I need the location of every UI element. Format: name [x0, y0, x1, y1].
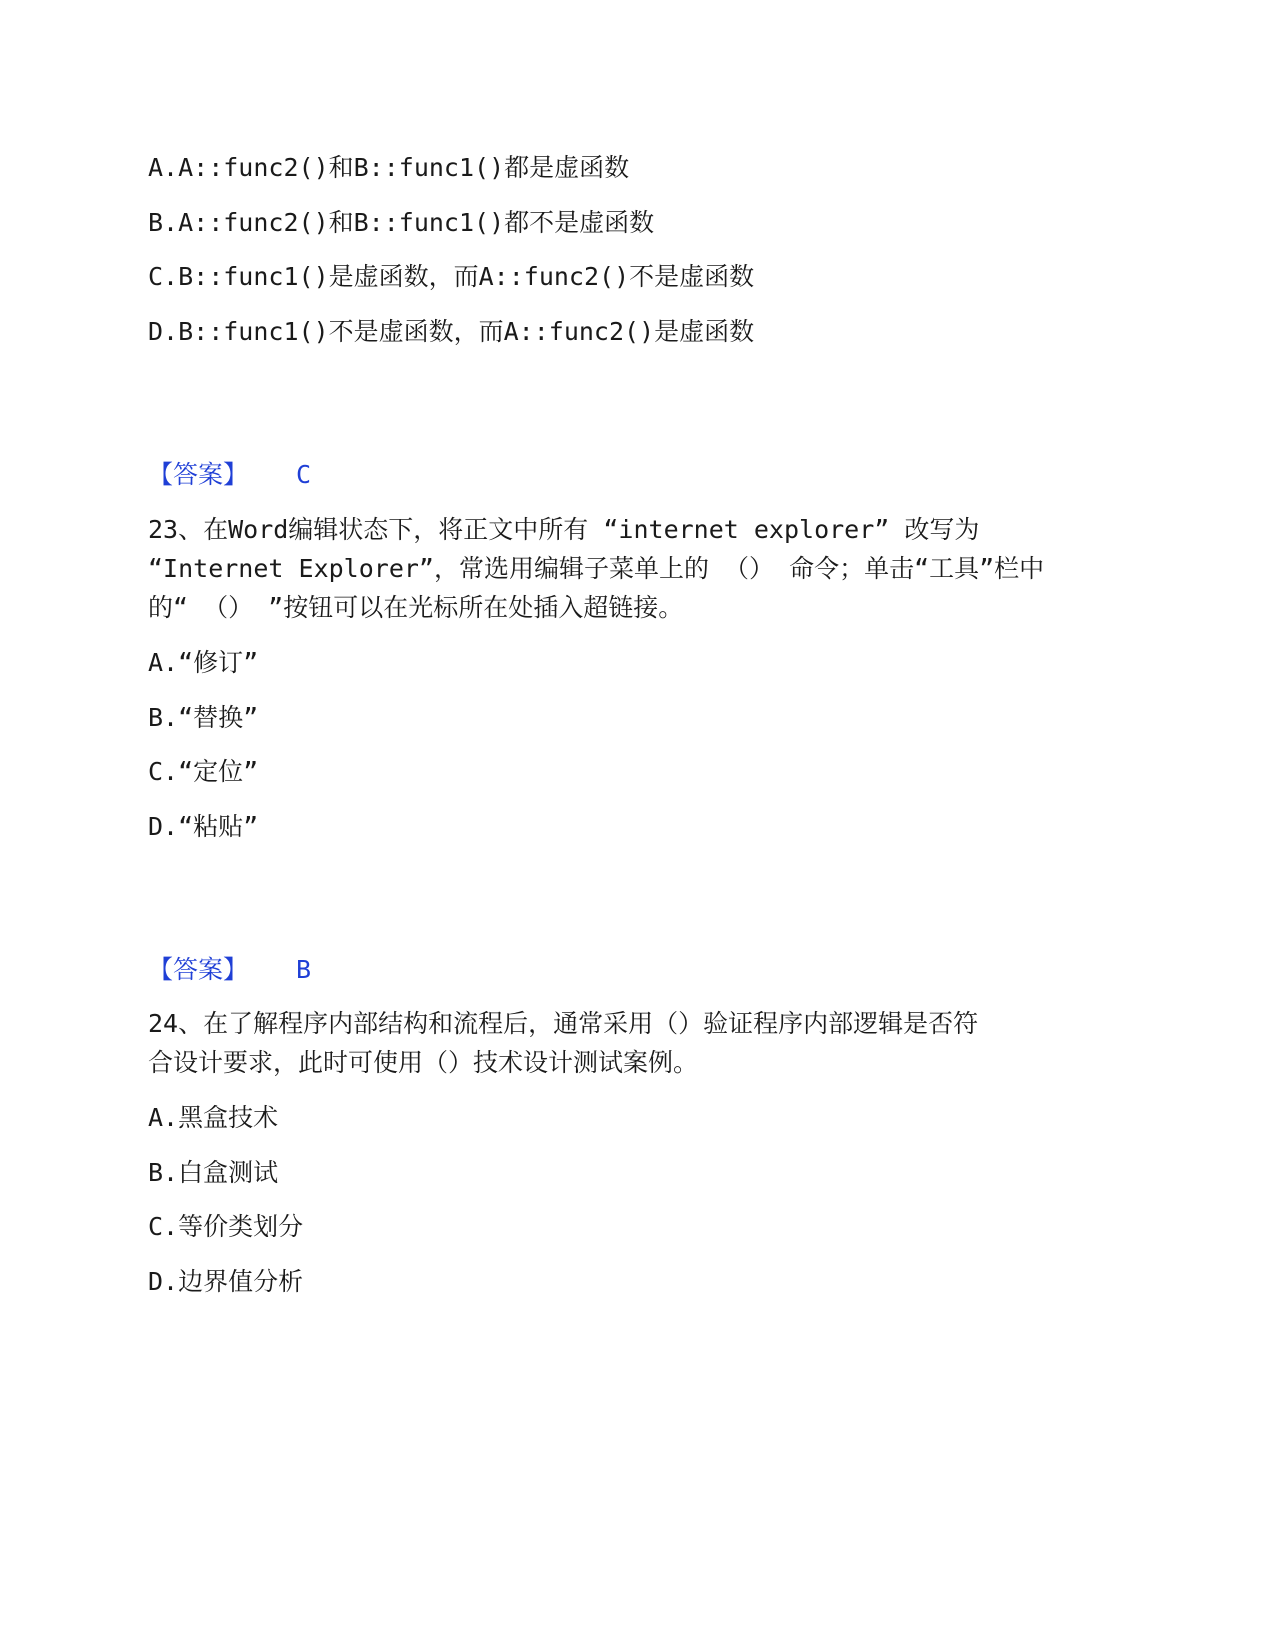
q22-answer	[148, 455, 311, 495]
q23-answer	[148, 950, 311, 990]
q24-option-a: A.黑盒技术	[148, 1103, 279, 1132]
q22-option-c: C.B::func1()是虚函数，而A::func2()不是虚函数	[148, 262, 755, 291]
answer-label: 【答案】	[148, 955, 249, 984]
q23-option-b: B.“替换”	[148, 703, 259, 732]
q22-option-a: A.A::func2()和B::func1()都是虚函数	[148, 153, 630, 182]
q23-option-d: D.“粘贴”	[148, 812, 259, 841]
q24-text-line-1: 24、在了解程序内部结构和流程后，通常采用（）验证程序内部逻辑是否符	[148, 1009, 979, 1038]
q24-text-line-2: 合设计要求，此时可使用（）技术设计测试案例。	[148, 1048, 699, 1077]
answer-value: B	[296, 955, 312, 984]
q23-text-line-3: 的“ （） ”按钮可以在光标所在处插入超链接。	[148, 593, 684, 622]
answer-label: 【答案】	[148, 460, 249, 489]
q23-option-c: C.“定位”	[148, 757, 259, 786]
q24-option-d: D.边界值分析	[148, 1267, 304, 1296]
q22-option-d: D.B::func1()不是虚函数，而A::func2()是虚函数	[148, 317, 755, 346]
q23-text-line-1: 23、在Word编辑状态下，将正文中所有 “internet explorer” 改写为	[148, 515, 980, 544]
q24-option-b: B.白盒测试	[148, 1158, 279, 1187]
q23-option-a: A.“修订”	[148, 648, 259, 677]
q24-option-c: C.等价类划分	[148, 1212, 304, 1241]
q22-option-b: B.A::func2()和B::func1()都不是虚函数	[148, 208, 655, 237]
q23-text-line-2: “Internet Explorer”，常选用编辑子菜单上的 （） 命令；单击“工具”栏中	[148, 554, 1045, 583]
answer-value: C	[296, 460, 312, 489]
